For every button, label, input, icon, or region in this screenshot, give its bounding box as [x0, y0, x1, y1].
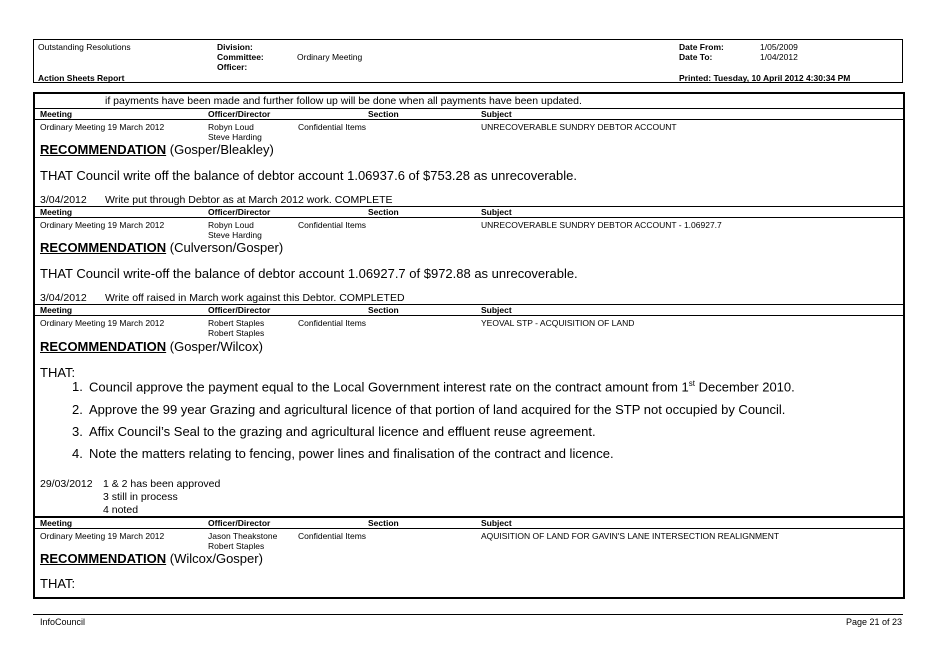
col-section: Section [368, 518, 399, 528]
col-officer: Officer/Director [208, 305, 271, 315]
col-subject: Subject [481, 518, 512, 528]
col-section: Section [368, 109, 399, 119]
col-officer: Officer/Director [208, 207, 271, 217]
col-subject: Subject [481, 207, 512, 217]
action-date: 3/04/2012 [40, 194, 87, 206]
committee-label: Committee: [217, 52, 264, 62]
list-number: 4. [72, 446, 83, 461]
footer-app-name: InfoCouncil [40, 617, 86, 627]
printed-line: Printed: Tuesday, 10 April 2012 4:30:34 PM [679, 73, 851, 83]
list-item: Council approve the payment equal to the Local Government interest rate on the contract amount from 1st December 2010. [89, 379, 795, 395]
item-section: Confidential Items [298, 318, 367, 328]
list-number: 3. [72, 424, 83, 439]
item-officer: Steve Harding [208, 132, 262, 142]
recommendation-heading: RECOMMENDATION (Wilcox/Gosper) [40, 551, 263, 566]
item-meeting: Ordinary Meeting 19 March 2012 [40, 220, 165, 230]
footer-page-number: Page 21 of 23 [846, 617, 903, 627]
action-line: 4 noted [103, 504, 139, 516]
officer-label: Officer: [217, 62, 248, 72]
action-line: 1 & 2 has been approved [103, 478, 221, 490]
col-meeting: Meeting [40, 109, 73, 119]
item-subject: UNRECOVERABLE SUNDRY DEBTOR ACCOUNT - 1.06927.7 [481, 220, 722, 230]
item-officer: Robyn Loud [208, 220, 254, 230]
recommendation-heading: RECOMMENDATION (Culverson/Gosper) [40, 240, 284, 255]
date-to-value: 1/04/2012 [760, 52, 798, 62]
item-officer: Robert Staples [208, 541, 265, 551]
resolution-body: THAT Council write-off the balance of debtor account 1.06927.7 of $972.88 as unrecoverable. [40, 266, 578, 281]
list-item: Note the matters relating to fencing, power lines and finalisation of the contract and licence. [89, 446, 614, 461]
date-from-label: Date From: [679, 42, 724, 52]
item-officer: Robert Staples [208, 318, 265, 328]
resolutions-box [33, 92, 905, 599]
item-officer: Steve Harding [208, 230, 262, 240]
item-meeting: Ordinary Meeting 19 March 2012 [40, 318, 165, 328]
list-item: Approve the 99 year Grazing and agricultural licence of that portion of land acquired for the STP not occupied by Council. [89, 402, 786, 417]
col-subject: Subject [481, 109, 512, 119]
col-officer: Officer/Director [208, 518, 271, 528]
col-officer: Officer/Director [208, 109, 271, 119]
item-meeting: Ordinary Meeting 19 March 2012 [40, 122, 165, 132]
division-label: Division: [217, 42, 253, 52]
report-header [33, 39, 903, 83]
action-line: 3 still in process [103, 491, 178, 503]
committee-value: Ordinary Meeting [297, 52, 363, 62]
col-subject: Subject [481, 305, 512, 315]
that-label: THAT: [40, 365, 76, 380]
action-date: 3/04/2012 [40, 292, 87, 304]
item-section: Confidential Items [298, 531, 367, 541]
list-number: 2. [72, 402, 83, 417]
item-meeting: Ordinary Meeting 19 March 2012 [40, 531, 165, 541]
col-section: Section [368, 305, 399, 315]
item-officer: Robert Staples [208, 328, 265, 338]
list-number: 1. [72, 379, 83, 394]
action-text: Write put through Debtor as at March 2012 work. COMPLETE [105, 194, 393, 206]
resolution-body: THAT Council write off the balance of debtor account 1.06937.6 of $753.28 as unrecoverable. [40, 168, 577, 183]
report-type: Action Sheets Report [38, 73, 125, 83]
action-text: Write off raised in March work against this Debtor. COMPLETED [105, 292, 405, 304]
col-section: Section [368, 207, 399, 217]
continuation-text: if payments have been made and further follow up will be done when all payments have been updated. [105, 95, 582, 107]
item-section: Confidential Items [298, 122, 367, 132]
recommendation-heading: RECOMMENDATION (Gosper/Wilcox) [40, 339, 263, 354]
col-meeting: Meeting [40, 518, 73, 528]
col-meeting: Meeting [40, 305, 73, 315]
footer-rule [33, 614, 903, 615]
item-subject: AQUISITION OF LAND FOR GAVIN'S LANE INTERSECTION REALIGNMENT [481, 531, 780, 541]
col-meeting: Meeting [40, 207, 73, 217]
date-to-label: Date To: [679, 52, 713, 62]
item-officer: Robyn Loud [208, 122, 254, 132]
report-name: Outstanding Resolutions [38, 42, 131, 52]
item-subject: YEOVAL STP - ACQUISITION OF LAND [481, 318, 635, 328]
that-label: THAT: [40, 576, 76, 591]
item-section: Confidential Items [298, 220, 367, 230]
item-officer: Jason Theakstone [208, 531, 278, 541]
action-date: 29/03/2012 [40, 478, 93, 490]
recommendation-heading: RECOMMENDATION (Gosper/Bleakley) [40, 142, 274, 157]
item-subject: UNRECOVERABLE SUNDRY DEBTOR ACCOUNT [481, 122, 677, 132]
date-from-value: 1/05/2009 [760, 42, 798, 52]
list-item: Affix Council’s Seal to the grazing and agricultural licence and effluent reuse agreement. [89, 424, 596, 439]
